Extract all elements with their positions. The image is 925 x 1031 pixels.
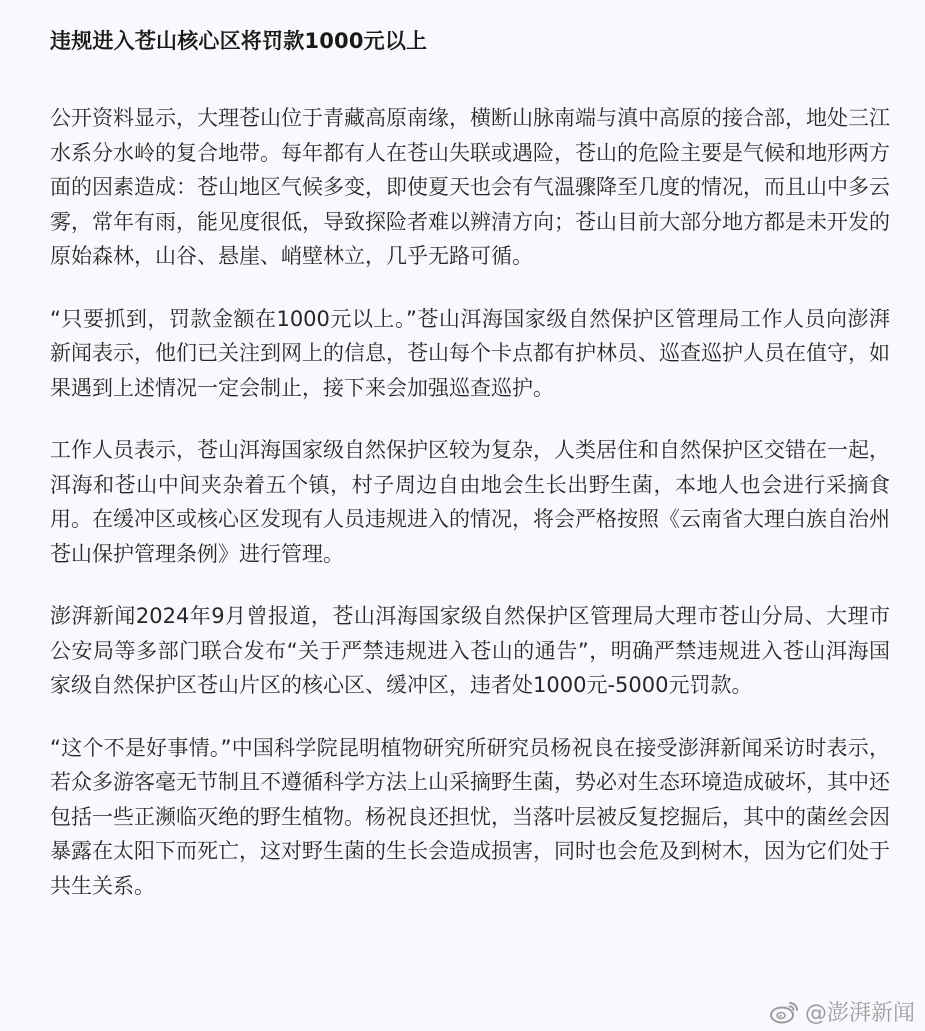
article-headline: 违规进入苍山核心区将罚款1000元以上	[50, 29, 428, 53]
watermark	[769, 996, 915, 1027]
article-paragraph-1: 公开资料显示，大理苍山位于青藏高原南缘，横断山脉南端与滇中高原的接合部，地处三江水系分水岭的复合地带。每年都有人在苍山失联或遇险，苍山的危险主要是气候和地形两方面的因素造成：苍山地区气候多变，即使夏天也会有气温骤降至几度的情况，而且山中多云雾，常年有雨，能见度很低，导致探险者难以辨清方向；苍山目前大部分地方都是未开发的原始森林，山谷、悬崖、峭壁林立，几乎无路可循。	[50, 106, 890, 268]
watermark-text: @澎湃新闻	[804, 1001, 915, 1026]
article	[50, 0, 890, 903]
article-paragraph-5: “这个不是好事情。”中国科学院昆明植物研究所研究员杨祝良在接受澎湃新闻采访时表示，若众多游客毫无节制且不遵循科学方法上山采摘野生菌，势必对生态环境造成破坏，其中还包括一些正濒临灭绝的野生植物。杨祝良还担忧，当落叶层被反复挖掘后，其中的菌丝会因暴露在太阳下而死亡，这对野生菌的生长会造成损害，同时也会危及到树木，因为它们处于共生关系。	[50, 735, 890, 898]
article-paragraph-3: 工作人员表示，苍山洱海国家级自然保护区较为复杂，人类居住和自然保护区交错在一起，洱海和苍山中间夹杂着五个镇，村子周边自由地会生长出野生菌，本地人也会进行采摘食用。在缓冲区或核心区发现有人员违规进入的情况，将会严格按照《云南省大理白族自治州苍山保护管理条例》进行管理。	[50, 438, 890, 566]
weibo-icon	[769, 1000, 799, 1024]
article-paragraph-2: “只要抓到，罚款金额在1000元以上。”苍山洱海国家级自然保护区管理局工作人员向澎湃新闻表示，他们已关注到网上的信息，苍山每个卡点都有护林员、巡查巡护人员在值守，如果遇到上述情况一定会制止，接下来会加强巡查巡护。	[50, 306, 890, 400]
article-paragraph-4: 澎湃新闻2024年9月曾报道，苍山洱海国家级自然保护区管理局大理市苍山分局、大理市公安局等多部门联合发布“关于严禁违规进入苍山的通告”，明确严禁违规进入苍山洱海国家级自然保护区苍山片区的核心区、缓冲区，违者处1000元-5000元罚款。	[50, 604, 890, 697]
